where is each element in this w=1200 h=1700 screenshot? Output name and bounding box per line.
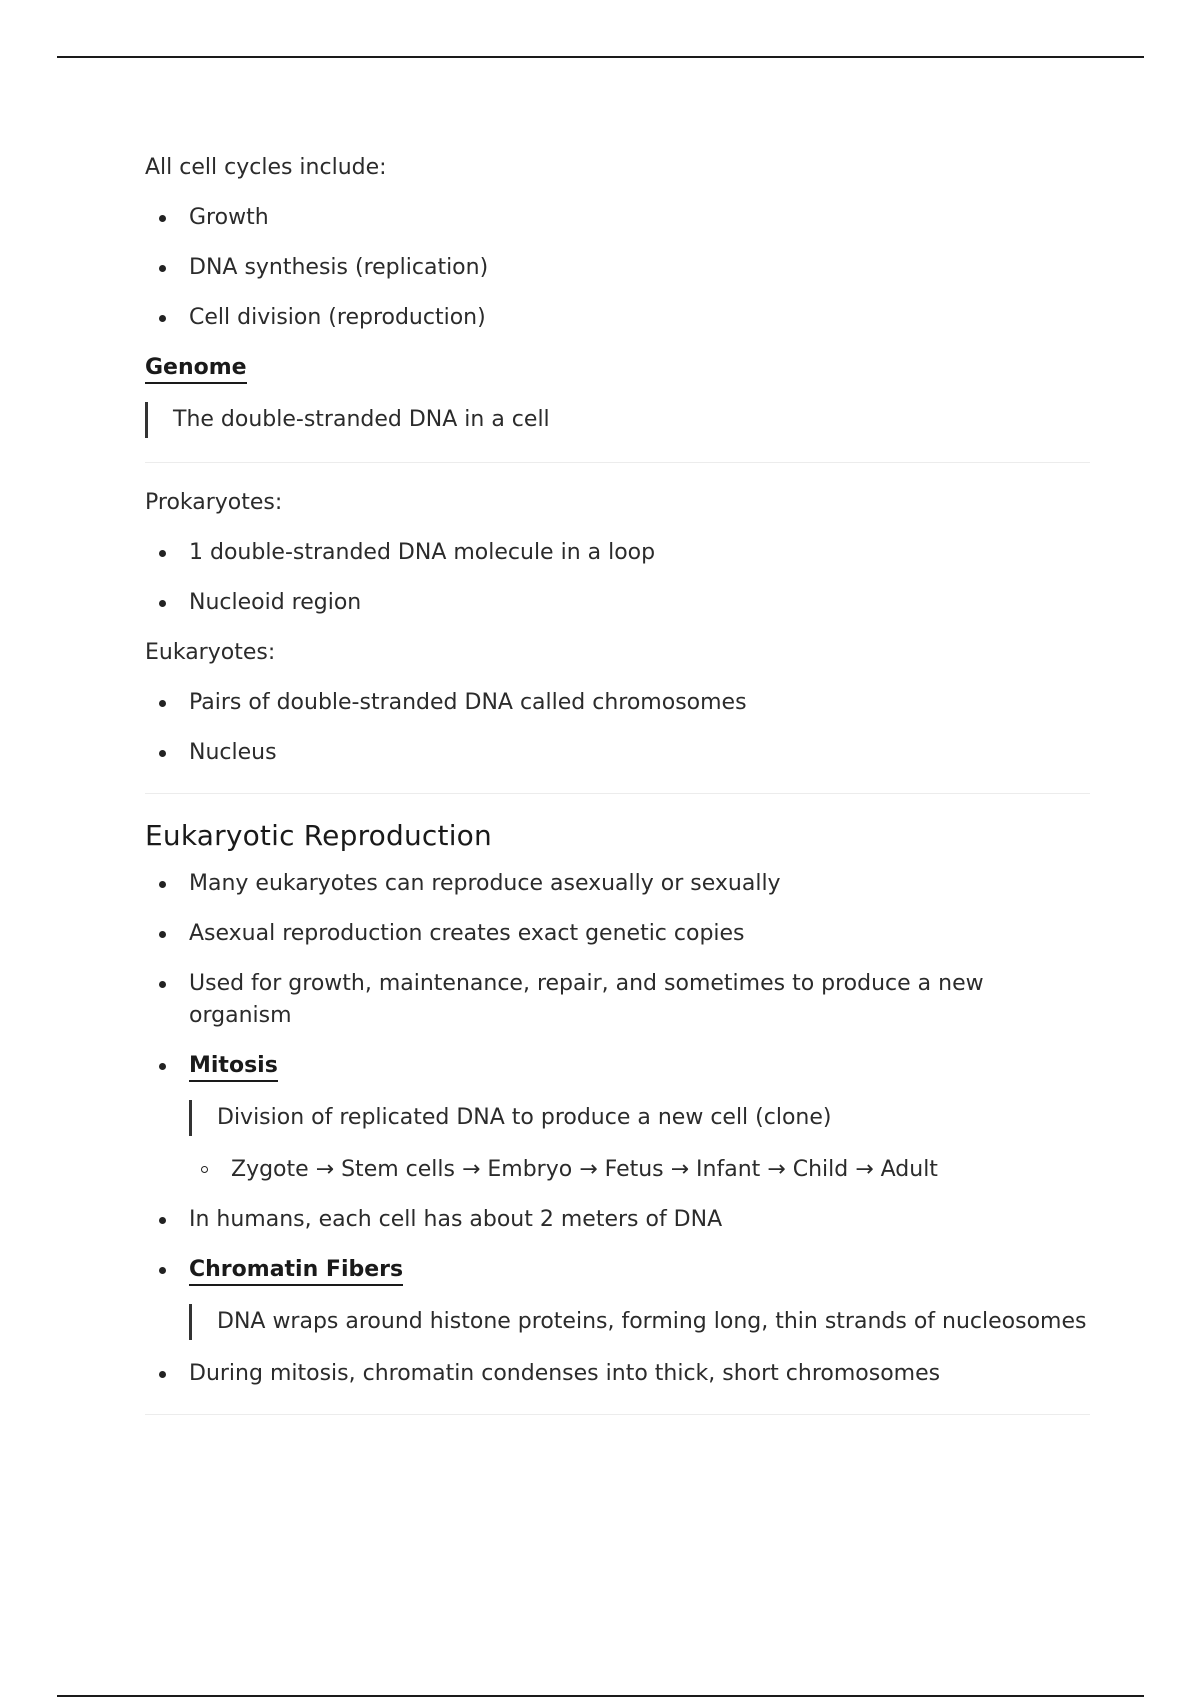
genome-term: Genome xyxy=(145,355,247,384)
list-item: Pairs of double-stranded DNA called chromosomes xyxy=(145,687,1090,719)
list-item: During mitosis, chromatin condenses into thick, short chromosomes xyxy=(145,1358,1090,1390)
eukaryotes-list xyxy=(145,687,1090,769)
reproduction-heading: Eukaryotic Reproduction xyxy=(145,819,492,852)
genome-term-block xyxy=(145,352,1090,384)
list-item: Nucleoid region xyxy=(145,587,1090,619)
chromatin-item xyxy=(145,1254,1090,1340)
eukaryotes-label: Eukaryotes: xyxy=(145,640,276,665)
prokaryotes-label: Prokaryotes: xyxy=(145,490,283,515)
list-item: In humans, each cell has about 2 meters of DNA xyxy=(145,1204,1090,1236)
list-item: Cell division (reproduction) xyxy=(145,302,1090,334)
mitosis-term: Mitosis xyxy=(189,1053,278,1082)
mitosis-sublist xyxy=(189,1154,1090,1186)
genome-definition: The double-stranded DNA in a cell xyxy=(145,402,1090,438)
list-item: Used for growth, maintenance, repair, and sometimes to produce a new organism xyxy=(145,968,1090,1032)
bottom-rule xyxy=(57,1695,1144,1697)
divider xyxy=(145,462,1090,463)
list-item: DNA synthesis (replication) xyxy=(145,252,1090,284)
top-rule xyxy=(57,56,1144,58)
cell-cycle-intro: All cell cycles include: xyxy=(145,155,387,180)
list-item: Asexual reproduction creates exact genetic copies xyxy=(145,918,1090,950)
mitosis-definition: Division of replicated DNA to produce a new cell (clone) xyxy=(189,1100,1090,1136)
list-item: Nucleus xyxy=(145,737,1090,769)
divider xyxy=(145,793,1090,794)
chromatin-definition: DNA wraps around histone proteins, forming long, thin strands of nucleosomes xyxy=(189,1304,1090,1340)
list-item: Growth xyxy=(145,202,1090,234)
chromatin-term: Chromatin Fibers xyxy=(189,1257,403,1286)
reproduction-list xyxy=(145,868,1090,1390)
cell-cycle-list xyxy=(145,202,1090,334)
list-item: Many eukaryotes can reproduce asexually or sexually xyxy=(145,868,1090,900)
list-item: 1 double-stranded DNA molecule in a loop xyxy=(145,537,1090,569)
divider xyxy=(145,1414,1090,1415)
development-sequence: Zygote → Stem cells → Embryo → Fetus → Infant → Child → Adult xyxy=(189,1154,1090,1186)
notes-content xyxy=(145,152,1090,1439)
mitosis-item xyxy=(145,1050,1090,1186)
prokaryotes-list xyxy=(145,537,1090,619)
